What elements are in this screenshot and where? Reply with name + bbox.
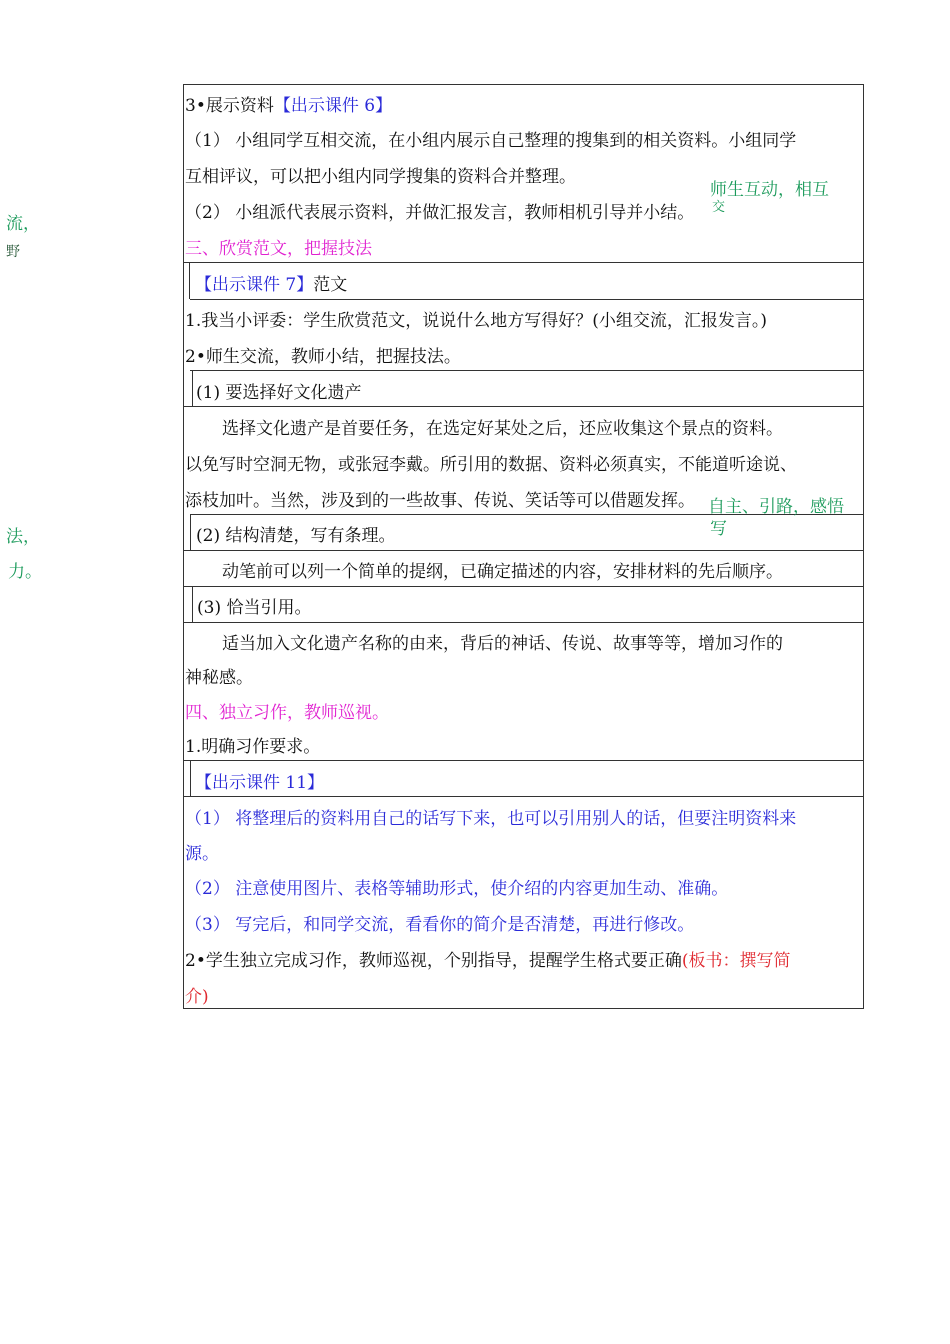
board-note: 介) <box>185 987 209 1007</box>
table-divider <box>192 586 193 622</box>
paragraph: 神秘感。 <box>185 668 253 688</box>
paragraph: （1） 小组同学互相交流，在小组内展示自己整理的搜集到的相关资料。小组同学 <box>185 131 797 151</box>
step: 2•师生交流，教师小结，把握技法。 <box>185 347 461 367</box>
requirement: （3） 写完后，和同学交流，看看你的简介是否清楚，再进行修改。 <box>185 915 695 935</box>
table-divider <box>190 514 191 550</box>
table-divider <box>183 586 864 587</box>
table-divider <box>190 299 864 300</box>
section-heading: 三、欣赏范文，把握技法 <box>185 239 372 259</box>
paragraph: 添枝加叶。当然，涉及到的一些故事、传说、笑话等可以借题发挥。 <box>185 491 695 511</box>
point-title: (2) 结构清楚，写有条理。 <box>196 526 396 546</box>
table-divider <box>183 796 864 797</box>
table-divider <box>183 550 864 551</box>
courseware-reference: 【出示课件 7】范文 <box>195 275 348 295</box>
courseware-reference: 【出示课件 11】 <box>195 773 325 793</box>
table-divider <box>192 370 193 406</box>
margin-note: 交 <box>712 200 726 215</box>
table-divider <box>189 262 190 299</box>
margin-note: 自主、引路，感悟 <box>708 497 844 517</box>
paragraph: 适当加入文化遗产名称的由来，背后的神话、传说、故事等等，增加习作的 <box>222 634 783 654</box>
paragraph: 选择文化遗产是首要任务，在选定好某处之后，还应收集这个景点的资料。 <box>222 419 783 439</box>
step: 2•学生独立完成习作，教师巡视，个别指导，提醒学生格式要正确(板书：撰写简 <box>185 951 791 971</box>
margin-note: 写 <box>710 519 727 539</box>
table-divider <box>183 760 864 761</box>
section-3-heading: 3•展示资料【出示课件 6】 <box>185 96 393 116</box>
point-title: (3) 恰当引用。 <box>197 598 312 618</box>
requirement: （2） 注意使用图片、表格等辅助形式，使介绍的内容更加生动、准确。 <box>185 879 729 899</box>
margin-note: 流， <box>6 214 40 234</box>
point-title: (1) 要选择好文化遗产 <box>196 383 362 403</box>
margin-note: 师生互动，相互 <box>710 180 829 200</box>
paragraph: （2） 小组派代表展示资料，并做汇报发言，教师相机引导并小结。 <box>185 203 695 223</box>
table-divider <box>183 622 864 623</box>
margin-note: 力。 <box>8 562 42 582</box>
paragraph: 以免写时空洞无物，或张冠李戴。所引用的数据、资料必须真实，不能道听途说、 <box>185 455 797 475</box>
table-divider <box>183 262 864 263</box>
margin-note: 法， <box>6 527 40 547</box>
requirement: 源。 <box>185 844 219 864</box>
section-heading: 四、独立习作，教师巡视。 <box>185 703 389 723</box>
requirement: （1） 将整理后的资料用自己的话写下来，也可以引用别人的话，但要注明资料来 <box>185 809 797 829</box>
table-divider <box>190 370 864 371</box>
paragraph: 动笔前可以列一个简单的提纲，已确定描述的内容，安排材料的先后顺序。 <box>222 562 783 582</box>
table-divider <box>183 406 864 407</box>
step: 1.我当小评委：学生欣赏范文，说说什么地方写得好？(小组交流，汇报发言。) <box>185 311 767 331</box>
table-divider <box>190 760 191 796</box>
step: 1.明确习作要求。 <box>185 737 321 757</box>
margin-note: 野 <box>6 244 20 260</box>
paragraph: 互相评议，可以把小组内同学搜集的资料合并整理。 <box>185 167 576 187</box>
